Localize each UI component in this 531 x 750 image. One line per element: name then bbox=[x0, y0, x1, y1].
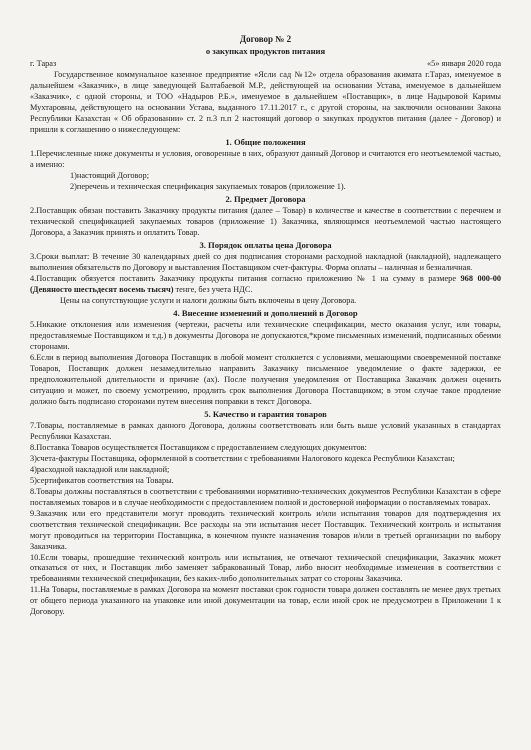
clause-4-end: тенге, без учета НДС. bbox=[173, 285, 253, 295]
preamble: Государственное коммунальное казенное предприятие «Ясли сад №12» отдела образования акимата г.Тараз, именуемое в дальнейшем «Заказчик», в лице заведующей Балтабаевой М.Р., действующей на основании Устава, именуемое в дальнейшем «Заказчик», с одной стороны, и ТОО «Надыров Р.Б.», именуемое в дальнейшем «Поставщик», в лице Надыровой Каримы Мухтаровны, действующего на основании Устава, выданного 17.11.2017 г., с другой стороны, на заключили основании Закона Республики Казахстан « Об образовании» ст. 2 п.3 п.п 2 настоящий договор о закупках продуктов питания (далее - Договор) и пришли к соглашению о нижеследующем: bbox=[30, 70, 501, 134]
clause-2: 2.Поставщик обязан поставить Заказчику продукты питания (далее – Товар) в количестве и качестве в соответствии с перечнем и технической спецификацией закупаемых товаров (приложение 1) Заказчика, являющимся неотъемлемой частью настоящего Договора, а Заказчик принять и оплатить Товар. bbox=[30, 206, 501, 238]
clause-3: 3.Сроки выплат: В течение 30 календарных дней со дня подписания сторонами расходной накладной (накладной), надлежащего выполнения обязательств по Договору и выставления Поставщиком счет-фактуры. Форма оплаты – наличная и безналичная. bbox=[30, 252, 501, 273]
date-line bbox=[30, 59, 501, 70]
clause-5: 5.Никакие отклонения или изменения (чертежи, расчеты или технические спецификации, место оказания услуг, или товары, предоставляемые Поставщиком и т.д.) в документы Договора не допускаются,*кроме письменных изменений, подписанных обеими сторонами. bbox=[30, 320, 501, 352]
clause-4-start: 4.Поставщик обязуется поставить Заказчику продукты питания согласно приложению № 1 на сумму в размере bbox=[30, 274, 461, 284]
section-3-heading: 3. Порядок оплаты цена Договора bbox=[199, 240, 332, 251]
clause-8-item-3: 3)счета-фактуры Поставщика, оформленной в соответствии с требованиями Налогового кодекса Республики Казахстан; bbox=[30, 454, 455, 464]
section-1-heading: 1. Общие положения bbox=[225, 136, 306, 147]
city: г. Тараз bbox=[30, 59, 57, 69]
clause-6: 6.Если в период выполнения Договора Поставщик в любой момент столкнется с условиями, мешающими своевременной поставке Товаров, Поставщик должен незамедлительно направить Заказчику письменное уведомление о факте задержки, ее предположительной длительности и причине (ах). После получения уведомления от Поставщика Заказчик должен оценить ситуацию и может, по своему усмотрению, продлить срок выполнения Договора Поставщиком; в этом случае такое продление должно быть подписано сторонами путем внесения поправки в текст Договора. bbox=[30, 353, 501, 406]
clause-8: 8.Поставка Товаров осуществляется Поставщиком с предоставлением следующих документов: bbox=[30, 443, 367, 453]
contract-amount: 968 000-00 (Девяносто шестьдесят восемь тысяч) bbox=[30, 274, 501, 295]
clause-1-item-1: 1)настоящий Договор; bbox=[70, 171, 149, 180]
clause-8-item-4: 4)расходной накладной или накладной; bbox=[30, 465, 170, 474]
clause-9: 9.Заказчик или его представители могут проводить технический контроль и/или испытания товаров для подтверждения их соответствия технической спецификации. Все расходы на эти испытания несет Поставщик. Технический контроль и испытания могут проводиться на территории Поставщика, в конечном пункте назначения товаров и/или в третьей организации по выбору Заказчика. bbox=[30, 508, 501, 551]
clause-1: 1.Перечисленные ниже документы и условия, оговоренные в них, образуют данный Договор и считаются его неотъемлемой частью, а именно: bbox=[30, 149, 501, 170]
clause-1-item-2: 2)перечень и техническая спецификация закупаемых товаров (приложение 1). bbox=[70, 181, 346, 191]
section-2-heading: 2. Предмет Договора bbox=[225, 193, 306, 204]
section-5-heading: 5. Качество и гарантия товаров bbox=[204, 408, 327, 419]
contract-title: Договор № 2 bbox=[239, 34, 292, 44]
contract-date: «5» января 2020 года bbox=[427, 59, 501, 69]
contract-subtitle: о закупках продуктов питания bbox=[205, 45, 326, 56]
clause-7: 7.Товары, поставляемые в рамках данного Договора, должны соответствовать или быть выше условий указанных в стандартах Республики Казахстан. bbox=[30, 421, 501, 442]
clause-8-item-5: 5)сертификатов соответствия на Товары. bbox=[30, 475, 174, 485]
clause-4 bbox=[30, 274, 501, 296]
clause-8b: 8.Товары должны поставляться в соответствии с требованиями нормативно-технических документов Республики Казахстан в сфере поставляемых товаров и в случае необходимости с предоставлением полной и достоверной информации о поставляемых товарах. bbox=[30, 486, 501, 507]
clause-4-note: Цены на сопутствующие услуги и налоги должны быть включены в цену Договора. bbox=[60, 296, 357, 306]
clause-11: 11.На Товары, поставляемые в рамках Договора на момент поставки срок годности товара должен составлять не менее двух третьих от общего периода указанного на упаковке или иной документации на товар, если иной срок не предусмотрен в Приложении 1 к Договору. bbox=[30, 585, 501, 617]
clause-10: 10.Если товары, прошедшие технический контроль или испытания, не отвечают технической спецификации, Заказчик может отказаться от них, и Поставщик либо заменяет забракованный Товар, либо вносит необходимые изменения в соответствии с требованиями технической спецификации, без каких-либо дополнительных затрат со стороны Заказчика. bbox=[30, 552, 501, 584]
section-4-heading: 4. Внесение изменений и дополнений в Договор bbox=[173, 308, 358, 319]
